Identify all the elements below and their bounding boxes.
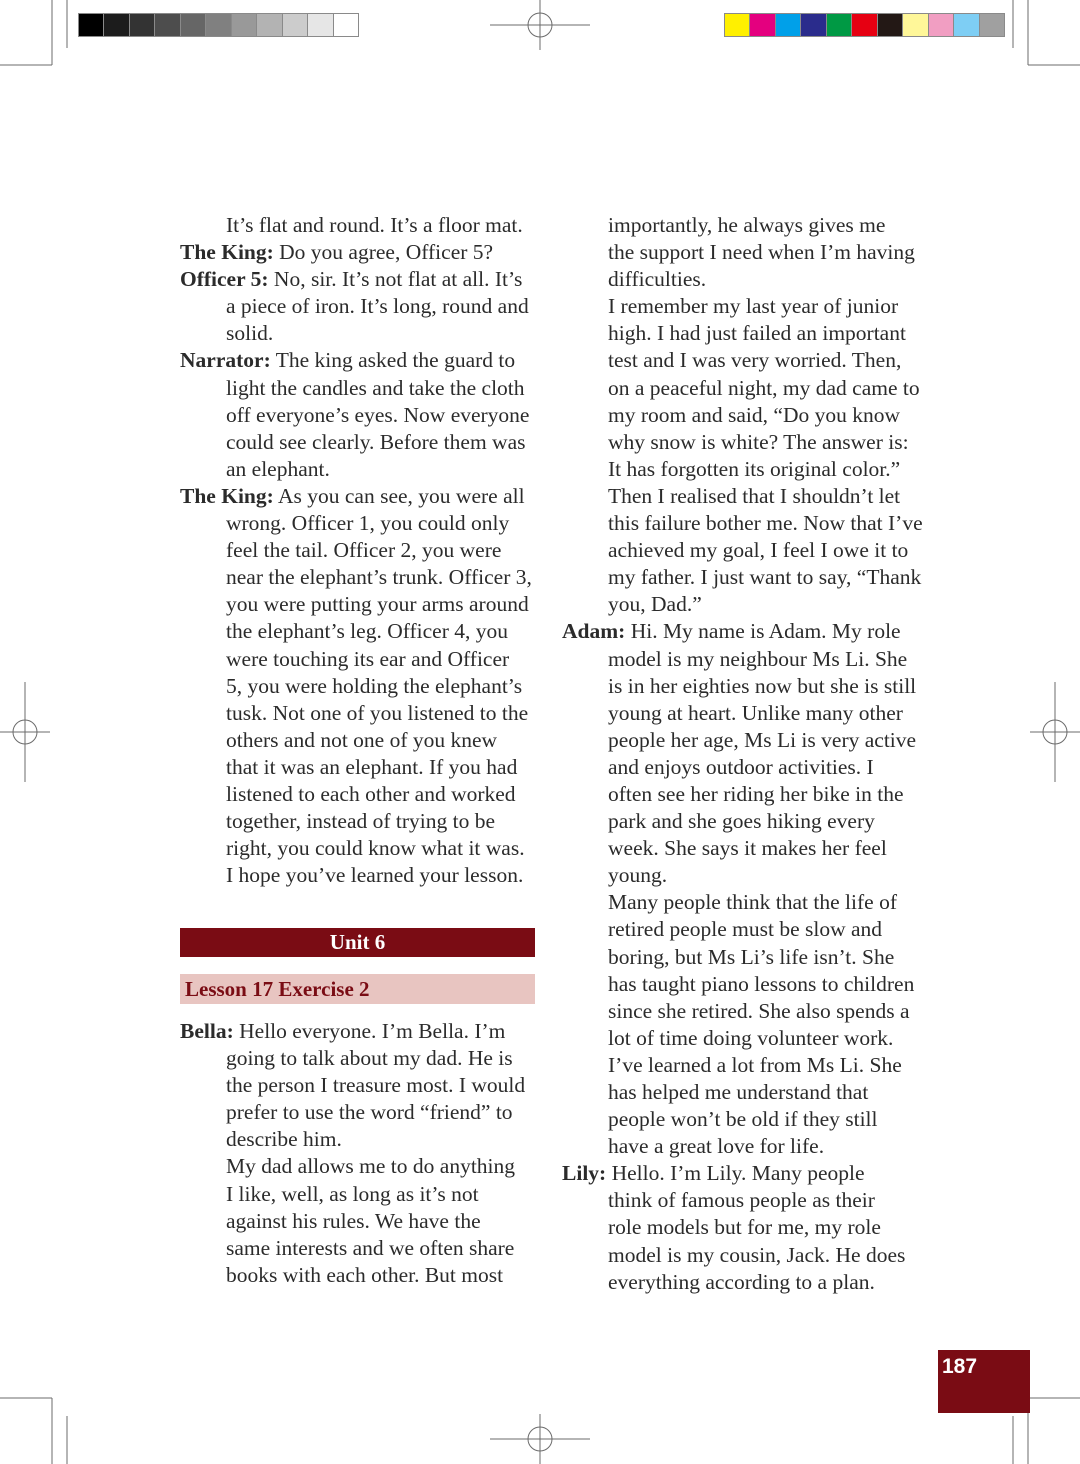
line-text: retired people must be slow and xyxy=(608,917,883,942)
line-text: Then I realised that I shouldn’t let xyxy=(608,483,901,508)
calibration-swatch xyxy=(231,13,257,37)
text-line xyxy=(562,483,923,510)
calibration-swatch xyxy=(851,13,877,37)
line-text: you, Dad.” xyxy=(608,592,702,617)
line-text: together, instead of trying to be xyxy=(226,809,496,834)
line-text: wrong. Officer 1, you could only xyxy=(226,511,510,536)
text-line xyxy=(562,618,923,645)
text-line xyxy=(180,727,532,754)
text-line xyxy=(180,456,532,483)
calibration-swatch xyxy=(256,13,282,37)
line-text: young at heart. Unlike many other xyxy=(608,700,903,725)
line-text: against his rules. We have the xyxy=(226,1208,481,1233)
calibration-swatch xyxy=(800,13,826,37)
calibration-swatch xyxy=(826,13,852,37)
line-text: on a peaceful night, my dad came to xyxy=(608,375,920,400)
text-line xyxy=(180,1018,525,1045)
text-line xyxy=(562,781,923,808)
line-text: feel the tail. Officer 2, you were xyxy=(226,538,502,563)
line-text: since she retired. She also spends a xyxy=(608,998,910,1023)
line-text: I remember my last year of junior xyxy=(608,294,899,319)
dialogue-block xyxy=(180,483,532,889)
text-line xyxy=(180,781,532,808)
text-line xyxy=(562,1214,923,1241)
line-text: the support I need when I’m having xyxy=(608,240,915,265)
text-line xyxy=(562,754,923,781)
text-line xyxy=(180,1181,525,1208)
text-line xyxy=(562,889,923,916)
line-text: off everyone’s eyes. Now everyone xyxy=(226,402,530,427)
calibration-swatch xyxy=(205,13,231,37)
text-line xyxy=(562,971,923,998)
dialogue-block xyxy=(562,618,923,1160)
unit-heading: Unit 6 xyxy=(329,930,386,954)
speaker-label: Adam: xyxy=(562,619,626,644)
calibration-swatch xyxy=(953,13,979,37)
calibration-swatch xyxy=(877,13,903,37)
text-line xyxy=(562,673,923,700)
text-line xyxy=(180,537,532,564)
text-line xyxy=(562,1187,923,1214)
text-line xyxy=(180,510,532,537)
line-text: often see her riding her bike in the xyxy=(608,781,904,806)
line-text: importantly, he always gives me xyxy=(608,213,886,237)
line-text: Do you agree, Officer 5? xyxy=(279,240,494,265)
line-text: Many people think that the life of xyxy=(608,890,897,915)
text-line xyxy=(180,564,532,591)
line-text: that it was an elephant. If you had xyxy=(226,754,518,779)
dialogue-block xyxy=(180,1018,525,1289)
line-text: young. xyxy=(608,863,668,888)
line-text: a piece of iron. It’s long, round and xyxy=(226,294,529,319)
registration-mark-right xyxy=(1030,682,1080,782)
crop-mark-bottom-left xyxy=(0,1398,67,1464)
color-calibration-bar xyxy=(724,13,1004,37)
text-line xyxy=(562,646,923,673)
unit-heading-bar xyxy=(180,928,535,957)
text-line xyxy=(562,1133,923,1160)
text-line xyxy=(562,1025,923,1052)
line-text: The king asked the guard to xyxy=(275,348,516,373)
text-line xyxy=(180,1262,525,1289)
line-text: right, you could know what it was. xyxy=(226,836,525,861)
text-line xyxy=(562,293,923,320)
text-line xyxy=(180,1045,525,1072)
text-line xyxy=(562,1106,923,1133)
text-line xyxy=(180,293,532,320)
text-line xyxy=(562,998,923,1025)
text-line xyxy=(562,808,923,835)
left-column-dialogue xyxy=(180,212,532,889)
line-text: Hello. I’m Lily. Many people xyxy=(611,1161,865,1186)
line-text: park and she goes hiking every xyxy=(608,809,875,834)
line-text: week. She says it makes her feel xyxy=(608,836,887,861)
text-line xyxy=(562,375,923,402)
text-line xyxy=(562,320,923,347)
text-line xyxy=(562,239,923,266)
text-line xyxy=(562,1079,923,1106)
text-line xyxy=(562,916,923,943)
calibration-swatch xyxy=(775,13,801,37)
text-line xyxy=(562,1269,923,1296)
line-text: model is my neighbour Ms Li. She xyxy=(608,646,908,671)
line-text: an elephant. xyxy=(226,456,330,481)
text-line xyxy=(562,944,923,971)
text-line xyxy=(180,646,532,673)
line-text: books with each other. But most xyxy=(226,1262,504,1287)
speaker-label: Officer 5: xyxy=(180,267,269,292)
line-text: achieved my goal, I feel I owe it to xyxy=(608,538,909,563)
calibration-swatch xyxy=(282,13,308,37)
text-line xyxy=(562,402,923,429)
text-line xyxy=(562,1160,923,1187)
dialogue-block xyxy=(562,212,923,618)
line-text: has taught piano lessons to children xyxy=(608,971,915,996)
line-text: lot of time doing volunteer work. xyxy=(608,1025,894,1050)
text-line xyxy=(562,591,923,618)
text-line xyxy=(180,591,532,618)
text-line xyxy=(180,483,532,510)
text-line xyxy=(562,862,923,889)
calibration-swatch xyxy=(103,13,129,37)
line-text: think of famous people as their xyxy=(608,1188,875,1213)
lesson-heading-bar xyxy=(180,974,535,1004)
registration-mark-top xyxy=(490,0,590,50)
line-text: I’ve learned a lot from Ms Li. She xyxy=(608,1052,902,1077)
line-text: everything according to a plan. xyxy=(608,1269,875,1294)
line-text: my father. I just want to say, “Thank xyxy=(608,565,922,590)
text-line xyxy=(180,266,532,293)
text-line xyxy=(180,1072,525,1099)
line-text: My dad allows me to do anything xyxy=(226,1154,516,1179)
line-text: people her age, Ms Li is very active xyxy=(608,727,917,752)
line-text: have a great love for life. xyxy=(608,1134,825,1159)
line-text: I like, well, as long as it’s not xyxy=(226,1181,479,1206)
line-text: tusk. Not one of you listened to the xyxy=(226,700,529,725)
text-line xyxy=(180,375,532,402)
line-text: No, sir. It’s not flat at all. It’s xyxy=(273,267,523,292)
calibration-swatch xyxy=(78,13,104,37)
line-text: 5, you were holding the elephant’s xyxy=(226,673,523,698)
line-text: solid. xyxy=(226,321,274,346)
line-text: has helped me understand that xyxy=(608,1080,869,1104)
page-number-box xyxy=(938,1350,1030,1413)
right-column-dialogue xyxy=(562,212,923,1296)
text-line xyxy=(180,835,532,862)
crop-mark-top-right xyxy=(1013,0,1080,65)
line-text: test and I was very worried. Then, xyxy=(608,348,902,373)
text-line xyxy=(562,347,923,374)
dialogue-block xyxy=(562,1160,923,1295)
calibration-swatch xyxy=(979,13,1005,37)
text-line xyxy=(180,1099,525,1126)
text-line xyxy=(180,1208,525,1235)
line-text: could see clearly. Before them was xyxy=(226,429,526,454)
text-line xyxy=(562,212,923,239)
line-text: and enjoys outdoor activities. I xyxy=(608,754,874,779)
line-text: model is my cousin, Jack. He does xyxy=(608,1242,906,1267)
text-line xyxy=(562,537,923,564)
line-text: prefer to use the word “friend” to xyxy=(226,1100,513,1125)
line-text: listened to each other and worked xyxy=(226,781,516,806)
text-line xyxy=(180,1235,525,1262)
line-text: boring, but Ms Li’s life isn’t. She xyxy=(608,944,895,969)
line-text: going to talk about my dad. He is xyxy=(226,1046,513,1071)
calibration-swatch xyxy=(307,13,333,37)
text-line xyxy=(180,429,532,456)
dialogue-block xyxy=(180,266,532,347)
calibration-swatch xyxy=(129,13,155,37)
dialogue-block xyxy=(180,212,532,239)
line-text: It has forgotten its original color.” xyxy=(608,456,901,481)
dialogue-block xyxy=(180,347,532,482)
line-text: others and not one of you knew xyxy=(226,727,498,752)
text-line xyxy=(562,1242,923,1269)
text-line xyxy=(180,673,532,700)
calibration-swatch xyxy=(749,13,775,37)
grayscale-calibration-bar xyxy=(78,13,358,37)
text-line xyxy=(562,266,923,293)
text-line xyxy=(562,510,923,537)
text-line xyxy=(180,239,532,266)
line-text: role models but for me, my role xyxy=(608,1215,881,1240)
text-line xyxy=(562,456,923,483)
line-text: high. I had just failed an important xyxy=(608,321,906,346)
text-line xyxy=(562,564,923,591)
text-line xyxy=(180,700,532,727)
bella-section xyxy=(180,1018,525,1289)
line-text: why snow is white? The answer is: xyxy=(608,429,909,454)
text-line xyxy=(180,808,532,835)
text-line xyxy=(180,402,532,429)
calibration-swatch xyxy=(154,13,180,37)
dialogue-block xyxy=(180,239,532,266)
registration-mark-left xyxy=(0,682,50,782)
line-text: Hi. My name is Adam. My role xyxy=(630,619,901,644)
speaker-label: Narrator: xyxy=(180,348,271,373)
calibration-swatch xyxy=(724,13,750,37)
line-text: same interests and we often share xyxy=(226,1235,515,1260)
text-line xyxy=(180,320,532,347)
calibration-swatch xyxy=(902,13,928,37)
crop-mark-top-left xyxy=(0,0,67,65)
speaker-label: Lily: xyxy=(562,1161,607,1186)
speaker-label: Bella: xyxy=(180,1019,234,1043)
line-text: the person I treasure most. I would xyxy=(226,1073,526,1098)
line-text: As you can see, you were all xyxy=(277,483,525,508)
text-line xyxy=(180,1153,525,1180)
text-line xyxy=(180,862,532,889)
line-text: were touching its ear and Officer xyxy=(226,646,510,671)
line-text: difficulties. xyxy=(608,267,707,292)
text-line xyxy=(562,1052,923,1079)
registration-mark-bottom xyxy=(490,1414,590,1464)
calibration-swatch xyxy=(180,13,206,37)
line-text: light the candles and take the cloth xyxy=(226,375,525,400)
text-line xyxy=(180,212,532,239)
text-line xyxy=(180,754,532,781)
text-line xyxy=(180,618,532,645)
line-text: is in her eighties now but she is still xyxy=(608,673,917,698)
line-text: Hello everyone. I’m Bella. I’m xyxy=(239,1019,506,1043)
text-line xyxy=(180,347,532,374)
line-text: near the elephant’s trunk. Officer 3, xyxy=(226,565,532,590)
line-text: It’s flat and round. It’s a floor mat. xyxy=(226,213,523,237)
speaker-label: The King: xyxy=(180,240,274,265)
text-line xyxy=(562,700,923,727)
text-line xyxy=(562,727,923,754)
lesson-heading: Lesson 17 Exercise 2 xyxy=(185,977,370,1001)
line-text: my room and said, “Do you know xyxy=(608,402,901,427)
line-text: the elephant’s leg. Officer 4, you xyxy=(226,619,508,644)
text-line xyxy=(180,1126,525,1153)
line-text: this failure bother me. Now that I’ve xyxy=(608,511,923,536)
line-text: I hope you’ve learned your lesson. xyxy=(226,863,524,888)
calibration-swatch xyxy=(928,13,954,37)
line-text: describe him. xyxy=(226,1127,342,1152)
line-text: you were putting your arms around xyxy=(226,592,529,617)
speaker-label: The King: xyxy=(180,483,274,508)
line-text: people won’t be old if they still xyxy=(608,1107,878,1132)
page-number: 187 xyxy=(942,1355,978,1378)
text-line xyxy=(562,429,923,456)
calibration-swatch xyxy=(333,13,359,37)
text-line xyxy=(562,835,923,862)
